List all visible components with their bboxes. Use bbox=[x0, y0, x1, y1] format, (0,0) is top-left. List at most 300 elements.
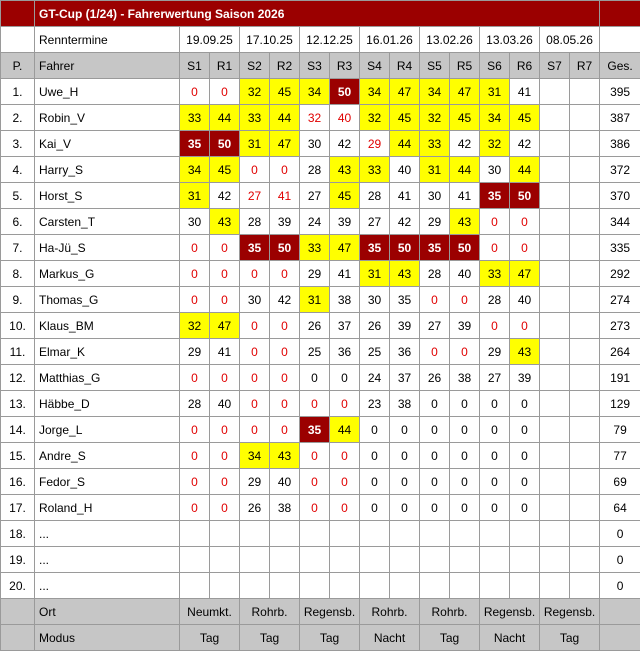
score-cell: 38 bbox=[270, 495, 300, 521]
score-cell: 0 bbox=[450, 391, 480, 417]
score-cell: 50 bbox=[210, 131, 240, 157]
score-cell: 0 bbox=[420, 495, 450, 521]
score-cell bbox=[420, 573, 450, 599]
header-race: R5 bbox=[450, 53, 480, 79]
table-row bbox=[1, 261, 640, 287]
total-cell: 79 bbox=[600, 417, 640, 443]
score-cell bbox=[570, 573, 600, 599]
score-cell bbox=[570, 287, 600, 313]
score-cell bbox=[450, 573, 480, 599]
score-cell: 0 bbox=[240, 157, 270, 183]
score-cell: 0 bbox=[480, 391, 510, 417]
score-cell: 32 bbox=[180, 313, 210, 339]
score-cell bbox=[270, 573, 300, 599]
score-cell bbox=[540, 183, 570, 209]
score-cell: 28 bbox=[420, 261, 450, 287]
score-cell: 23 bbox=[360, 391, 390, 417]
score-cell bbox=[540, 79, 570, 105]
score-cell: 47 bbox=[210, 313, 240, 339]
score-cell: 0 bbox=[180, 261, 210, 287]
score-cell: 0 bbox=[390, 417, 420, 443]
score-cell: 26 bbox=[420, 365, 450, 391]
location-row bbox=[1, 599, 640, 625]
score-cell: 33 bbox=[240, 105, 270, 131]
total-cell: 395 bbox=[600, 79, 640, 105]
score-cell: 42 bbox=[330, 131, 360, 157]
score-cell: 44 bbox=[450, 157, 480, 183]
score-cell: 41 bbox=[330, 261, 360, 287]
position-cell: 2. bbox=[1, 105, 35, 131]
mode-row-cell: Tag bbox=[240, 625, 300, 651]
score-cell bbox=[390, 521, 420, 547]
position-cell: 18. bbox=[1, 521, 35, 547]
table-row bbox=[1, 391, 640, 417]
score-cell: 26 bbox=[360, 313, 390, 339]
score-cell: 0 bbox=[420, 339, 450, 365]
score-cell bbox=[510, 521, 540, 547]
score-cell: 32 bbox=[480, 131, 510, 157]
date-cell: 08.05.26 bbox=[540, 27, 600, 53]
score-cell: 0 bbox=[240, 391, 270, 417]
header-race: S6 bbox=[480, 53, 510, 79]
score-cell: 45 bbox=[270, 79, 300, 105]
position-cell: 8. bbox=[1, 261, 35, 287]
score-cell bbox=[570, 495, 600, 521]
score-cell: 0 bbox=[180, 417, 210, 443]
position-cell: 17. bbox=[1, 495, 35, 521]
table-row bbox=[1, 183, 640, 209]
table-row bbox=[1, 313, 640, 339]
score-cell bbox=[240, 573, 270, 599]
table-row bbox=[1, 79, 640, 105]
score-cell: 41 bbox=[390, 183, 420, 209]
score-cell: 0 bbox=[510, 495, 540, 521]
driver-name-cell: Harry_S bbox=[35, 157, 180, 183]
score-cell: 0 bbox=[420, 417, 450, 443]
score-cell: 0 bbox=[210, 235, 240, 261]
score-cell: 32 bbox=[420, 105, 450, 131]
score-cell bbox=[390, 547, 420, 573]
score-cell: 43 bbox=[510, 339, 540, 365]
driver-name-cell: Carsten_T bbox=[35, 209, 180, 235]
score-cell bbox=[570, 521, 600, 547]
score-cell: 47 bbox=[330, 235, 360, 261]
total-cell: 64 bbox=[600, 495, 640, 521]
score-cell: 0 bbox=[420, 443, 450, 469]
score-cell bbox=[300, 573, 330, 599]
score-cell: 42 bbox=[270, 287, 300, 313]
score-cell: 0 bbox=[180, 365, 210, 391]
header-race: R7 bbox=[570, 53, 600, 79]
page-title: GT-Cup (1/24) - Fahrerwertung Saison 2026 bbox=[35, 1, 600, 27]
mode-row-cell: Nacht bbox=[480, 625, 540, 651]
position-cell: 13. bbox=[1, 391, 35, 417]
score-cell bbox=[540, 157, 570, 183]
mode-row-cell: Tag bbox=[180, 625, 240, 651]
score-cell: 35 bbox=[360, 235, 390, 261]
score-cell bbox=[480, 547, 510, 573]
position-cell: 7. bbox=[1, 235, 35, 261]
score-cell: 41 bbox=[270, 183, 300, 209]
score-cell: 50 bbox=[390, 235, 420, 261]
score-cell: 28 bbox=[300, 157, 330, 183]
header-race: R6 bbox=[510, 53, 540, 79]
score-cell: 41 bbox=[510, 79, 540, 105]
total-cell: 386 bbox=[600, 131, 640, 157]
score-cell: 44 bbox=[330, 417, 360, 443]
score-cell: 0 bbox=[510, 209, 540, 235]
score-cell: 0 bbox=[270, 365, 300, 391]
score-cell bbox=[270, 547, 300, 573]
location-row-cell: Rohrb. bbox=[240, 599, 300, 625]
score-cell: 0 bbox=[480, 495, 510, 521]
score-cell bbox=[240, 521, 270, 547]
score-cell bbox=[450, 521, 480, 547]
date-cell: 12.12.25 bbox=[300, 27, 360, 53]
score-cell: 35 bbox=[180, 131, 210, 157]
score-cell bbox=[390, 573, 420, 599]
score-cell: 31 bbox=[300, 287, 330, 313]
header-race: R3 bbox=[330, 53, 360, 79]
date-cell: 17.10.25 bbox=[240, 27, 300, 53]
driver-name-cell: Jorge_L bbox=[35, 417, 180, 443]
score-cell: 0 bbox=[240, 417, 270, 443]
score-cell: 0 bbox=[330, 391, 360, 417]
score-cell bbox=[540, 339, 570, 365]
score-cell: 0 bbox=[450, 495, 480, 521]
score-cell: 43 bbox=[270, 443, 300, 469]
score-cell: 35 bbox=[300, 417, 330, 443]
score-cell: 36 bbox=[330, 339, 360, 365]
score-cell: 40 bbox=[210, 391, 240, 417]
header-race: S1 bbox=[180, 53, 210, 79]
score-cell: 0 bbox=[390, 443, 420, 469]
position-cell: 6. bbox=[1, 209, 35, 235]
column-header-row bbox=[1, 53, 640, 79]
score-cell: 37 bbox=[390, 365, 420, 391]
score-cell: 33 bbox=[480, 261, 510, 287]
score-cell: 30 bbox=[180, 209, 210, 235]
score-cell: 0 bbox=[390, 469, 420, 495]
score-cell: 0 bbox=[510, 313, 540, 339]
score-cell bbox=[180, 547, 210, 573]
score-cell: 32 bbox=[360, 105, 390, 131]
driver-name-cell: Horst_S bbox=[35, 183, 180, 209]
table-row bbox=[1, 469, 640, 495]
score-cell: 0 bbox=[420, 287, 450, 313]
score-cell: 50 bbox=[330, 79, 360, 105]
header-driver: Fahrer bbox=[35, 53, 180, 79]
score-cell: 45 bbox=[450, 105, 480, 131]
score-cell: 29 bbox=[480, 339, 510, 365]
score-cell bbox=[180, 573, 210, 599]
score-cell: 0 bbox=[360, 417, 390, 443]
score-cell: 33 bbox=[360, 157, 390, 183]
score-cell: 0 bbox=[270, 157, 300, 183]
score-cell bbox=[420, 521, 450, 547]
header-pos: P. bbox=[1, 53, 35, 79]
score-cell: 34 bbox=[180, 157, 210, 183]
score-cell: 42 bbox=[210, 183, 240, 209]
score-cell bbox=[570, 157, 600, 183]
score-cell: 44 bbox=[390, 131, 420, 157]
score-cell: 0 bbox=[390, 495, 420, 521]
position-cell: 19. bbox=[1, 547, 35, 573]
total-cell: 387 bbox=[600, 105, 640, 131]
score-cell: 39 bbox=[510, 365, 540, 391]
score-cell: 39 bbox=[330, 209, 360, 235]
total-cell: 370 bbox=[600, 183, 640, 209]
score-cell: 42 bbox=[450, 131, 480, 157]
score-cell bbox=[300, 547, 330, 573]
score-cell: 32 bbox=[240, 79, 270, 105]
table-row bbox=[1, 495, 640, 521]
score-cell: 0 bbox=[360, 443, 390, 469]
score-cell: 0 bbox=[270, 261, 300, 287]
score-cell bbox=[570, 209, 600, 235]
score-cell: 33 bbox=[420, 131, 450, 157]
driver-name-cell: Kai_V bbox=[35, 131, 180, 157]
table-row bbox=[1, 573, 640, 599]
score-cell bbox=[240, 547, 270, 573]
score-cell bbox=[450, 547, 480, 573]
score-cell bbox=[540, 313, 570, 339]
location-row-cell: Rohrb. bbox=[420, 599, 480, 625]
location-row-cell: Neumkt. bbox=[180, 599, 240, 625]
score-cell: 47 bbox=[270, 131, 300, 157]
total-cell: 273 bbox=[600, 313, 640, 339]
driver-name-cell: Markus_G bbox=[35, 261, 180, 287]
score-cell: 0 bbox=[180, 287, 210, 313]
score-cell: 0 bbox=[450, 417, 480, 443]
score-cell bbox=[540, 391, 570, 417]
score-cell: 45 bbox=[330, 183, 360, 209]
table-row bbox=[1, 417, 640, 443]
mode-row bbox=[1, 625, 640, 651]
score-cell: 34 bbox=[420, 79, 450, 105]
score-cell bbox=[360, 547, 390, 573]
score-cell bbox=[540, 547, 570, 573]
score-cell: 27 bbox=[300, 183, 330, 209]
dates-label: Renntermine bbox=[35, 27, 180, 53]
driver-name-cell: Fedor_S bbox=[35, 469, 180, 495]
score-cell: 0 bbox=[420, 391, 450, 417]
score-cell: 33 bbox=[300, 235, 330, 261]
total-cell: 129 bbox=[600, 391, 640, 417]
score-cell: 39 bbox=[390, 313, 420, 339]
mode-row-cell: Tag bbox=[540, 625, 600, 651]
score-cell bbox=[270, 521, 300, 547]
total-cell: 0 bbox=[600, 547, 640, 573]
score-cell bbox=[540, 131, 570, 157]
score-cell: 41 bbox=[450, 183, 480, 209]
score-cell bbox=[540, 209, 570, 235]
score-cell: 27 bbox=[240, 183, 270, 209]
score-cell: 29 bbox=[420, 209, 450, 235]
score-cell bbox=[360, 521, 390, 547]
score-cell: 0 bbox=[270, 391, 300, 417]
score-cell: 29 bbox=[360, 131, 390, 157]
driver-name-cell: ... bbox=[35, 573, 180, 599]
driver-name-cell: Häbbe_D bbox=[35, 391, 180, 417]
score-cell: 34 bbox=[360, 79, 390, 105]
header-race: S2 bbox=[240, 53, 270, 79]
score-cell: 0 bbox=[210, 287, 240, 313]
score-cell: 37 bbox=[330, 313, 360, 339]
score-cell bbox=[570, 105, 600, 131]
score-cell: 33 bbox=[180, 105, 210, 131]
position-cell: 14. bbox=[1, 417, 35, 443]
score-cell bbox=[510, 573, 540, 599]
score-cell: 26 bbox=[240, 495, 270, 521]
header-race: S3 bbox=[300, 53, 330, 79]
score-cell bbox=[330, 573, 360, 599]
location-row-cell: Rohrb. bbox=[360, 599, 420, 625]
total-cell: 344 bbox=[600, 209, 640, 235]
position-cell: 10. bbox=[1, 313, 35, 339]
score-cell: 31 bbox=[480, 79, 510, 105]
score-cell bbox=[420, 547, 450, 573]
total-cell: 191 bbox=[600, 365, 640, 391]
score-cell bbox=[540, 469, 570, 495]
score-cell bbox=[540, 443, 570, 469]
score-cell bbox=[210, 573, 240, 599]
score-cell: 0 bbox=[270, 339, 300, 365]
score-cell: 25 bbox=[360, 339, 390, 365]
table-row bbox=[1, 235, 640, 261]
score-cell: 47 bbox=[450, 79, 480, 105]
mode-row-cell: Nacht bbox=[360, 625, 420, 651]
score-cell: 0 bbox=[300, 495, 330, 521]
score-cell: 25 bbox=[300, 339, 330, 365]
score-cell bbox=[540, 521, 570, 547]
score-cell: 40 bbox=[390, 157, 420, 183]
score-cell: 29 bbox=[300, 261, 330, 287]
driver-name-cell: Matthias_G bbox=[35, 365, 180, 391]
score-cell: 26 bbox=[300, 313, 330, 339]
driver-name-cell: ... bbox=[35, 521, 180, 547]
table-row bbox=[1, 547, 640, 573]
position-cell: 16. bbox=[1, 469, 35, 495]
title-row bbox=[1, 1, 640, 27]
header-race: R4 bbox=[390, 53, 420, 79]
score-cell bbox=[570, 79, 600, 105]
score-cell: 0 bbox=[210, 365, 240, 391]
driver-name-cell: Andre_S bbox=[35, 443, 180, 469]
score-cell: 32 bbox=[300, 105, 330, 131]
score-cell: 30 bbox=[480, 157, 510, 183]
score-cell: 0 bbox=[480, 313, 510, 339]
score-cell: 50 bbox=[270, 235, 300, 261]
score-cell: 44 bbox=[210, 105, 240, 131]
header-race: S7 bbox=[540, 53, 570, 79]
score-cell: 39 bbox=[450, 313, 480, 339]
score-cell: 0 bbox=[210, 443, 240, 469]
table-row bbox=[1, 209, 640, 235]
driver-name-cell: Roland_H bbox=[35, 495, 180, 521]
table-row bbox=[1, 157, 640, 183]
score-cell: 0 bbox=[480, 469, 510, 495]
driver-name-cell: Elmar_K bbox=[35, 339, 180, 365]
score-cell: 34 bbox=[300, 79, 330, 105]
table-row bbox=[1, 131, 640, 157]
score-cell bbox=[330, 521, 360, 547]
score-cell bbox=[570, 417, 600, 443]
score-cell: 34 bbox=[480, 105, 510, 131]
score-cell: 28 bbox=[480, 287, 510, 313]
score-cell: 42 bbox=[510, 131, 540, 157]
score-cell: 0 bbox=[300, 391, 330, 417]
score-cell: 0 bbox=[510, 417, 540, 443]
position-cell: 9. bbox=[1, 287, 35, 313]
date-cell: 13.03.26 bbox=[480, 27, 540, 53]
header-race: R2 bbox=[270, 53, 300, 79]
score-cell: 43 bbox=[210, 209, 240, 235]
position-cell: 1. bbox=[1, 79, 35, 105]
score-cell: 44 bbox=[510, 157, 540, 183]
score-cell: 29 bbox=[180, 339, 210, 365]
score-cell: 0 bbox=[480, 209, 510, 235]
score-cell bbox=[540, 235, 570, 261]
score-cell bbox=[540, 287, 570, 313]
score-cell: 28 bbox=[240, 209, 270, 235]
score-cell: 31 bbox=[420, 157, 450, 183]
score-cell: 0 bbox=[270, 417, 300, 443]
score-cell bbox=[330, 547, 360, 573]
table-row bbox=[1, 443, 640, 469]
score-cell: 35 bbox=[420, 235, 450, 261]
score-cell: 0 bbox=[450, 339, 480, 365]
score-cell bbox=[570, 131, 600, 157]
score-cell: 38 bbox=[450, 365, 480, 391]
score-cell: 30 bbox=[300, 131, 330, 157]
position-cell: 15. bbox=[1, 443, 35, 469]
score-cell: 0 bbox=[480, 235, 510, 261]
location-row-cell: Regensb. bbox=[300, 599, 360, 625]
score-cell: 40 bbox=[510, 287, 540, 313]
score-cell bbox=[540, 573, 570, 599]
total-cell: 264 bbox=[600, 339, 640, 365]
score-cell: 0 bbox=[330, 495, 360, 521]
score-cell: 0 bbox=[510, 469, 540, 495]
score-cell: 50 bbox=[450, 235, 480, 261]
driver-name-cell: Ha-Jü_S bbox=[35, 235, 180, 261]
score-cell bbox=[570, 235, 600, 261]
score-cell: 47 bbox=[510, 261, 540, 287]
score-cell: 0 bbox=[480, 417, 510, 443]
score-cell: 36 bbox=[390, 339, 420, 365]
date-cell: 19.09.25 bbox=[180, 27, 240, 53]
score-cell bbox=[510, 547, 540, 573]
header-race: S5 bbox=[420, 53, 450, 79]
score-cell: 43 bbox=[330, 157, 360, 183]
score-cell: 0 bbox=[300, 443, 330, 469]
score-cell: 28 bbox=[360, 183, 390, 209]
header-race: S4 bbox=[360, 53, 390, 79]
score-cell: 0 bbox=[450, 287, 480, 313]
score-cell bbox=[480, 573, 510, 599]
score-cell: 0 bbox=[420, 469, 450, 495]
total-cell: 0 bbox=[600, 521, 640, 547]
score-cell bbox=[570, 313, 600, 339]
score-cell: 0 bbox=[510, 391, 540, 417]
score-cell: 40 bbox=[330, 105, 360, 131]
score-cell: 27 bbox=[420, 313, 450, 339]
date-cell: 13.02.26 bbox=[420, 27, 480, 53]
location-row-label: Ort bbox=[35, 599, 180, 625]
score-cell bbox=[570, 365, 600, 391]
score-cell bbox=[180, 521, 210, 547]
